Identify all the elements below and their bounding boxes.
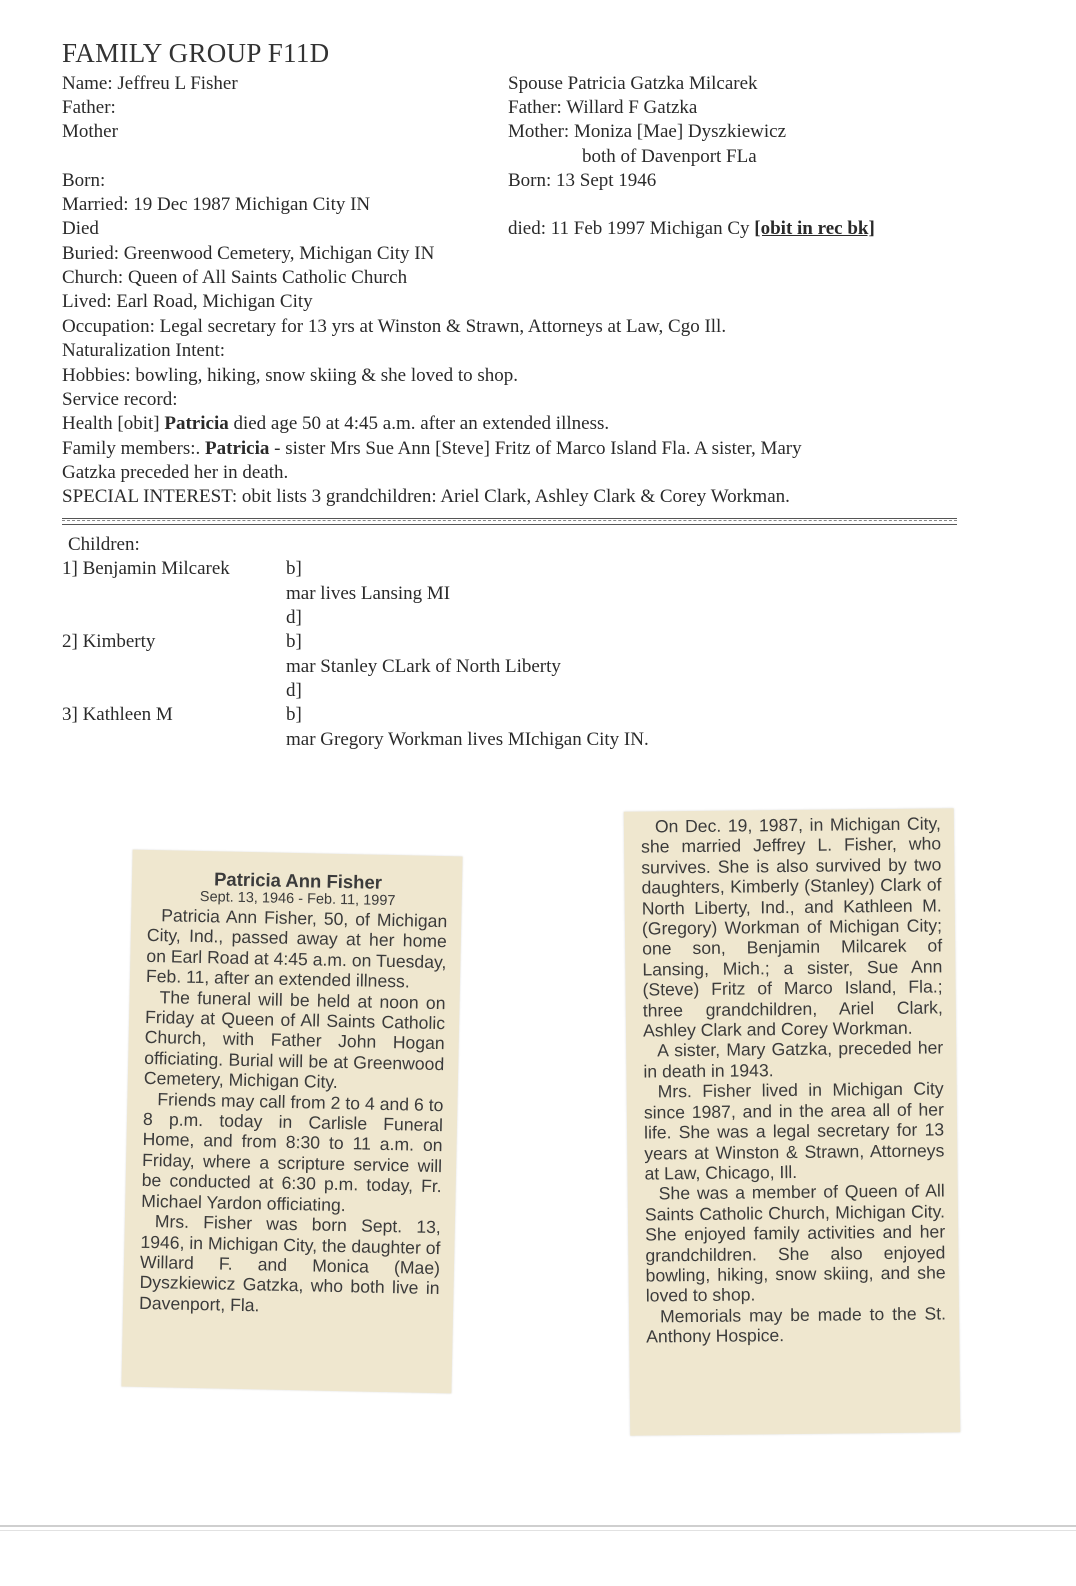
father-line: Father:: [62, 97, 116, 118]
health-label: Health [obit]: [62, 413, 165, 434]
family-name: Patricia: [205, 438, 270, 459]
spouse-born-line: Born: 13 Sept 1946: [508, 170, 657, 191]
spouse-mother-note: both of Davenport FLa: [582, 146, 757, 167]
obituary-clipping-right: [624, 808, 961, 1435]
special-interest-line: SPECIAL INTEREST: obit lists 3 grandchildren: Ariel Clark, Ashley Clark & Corey Workman.: [62, 486, 790, 507]
died-line: Died: [62, 218, 99, 239]
mother-line: Mother: [62, 121, 118, 142]
obituary-paragraph: Patricia Ann Fisher, 50, of Michigan City, Ind., passed away at her home on Earl Road at 4:45 a.m. on Tuesday, Feb. 11, after an extended illness.: [145, 905, 448, 992]
obit-reference: [obit in rec bk]: [754, 218, 875, 239]
church-line: Church: Queen of All Saints Catholic Church: [62, 267, 408, 288]
service-line: Service record:: [62, 389, 178, 410]
obituary-clipping-left: [121, 850, 462, 1394]
child-1-died: d]: [286, 607, 302, 628]
occupation-line: Occupation: Legal secretary for 13 yrs at Winston & Strawn, Attorneys at Law, Cgo Ill.: [62, 316, 727, 337]
page-title: FAMILY GROUP F11D: [62, 38, 330, 68]
spouse-mother-line: Mother: Moniza [Mae] Dyszkiewicz: [508, 121, 787, 142]
obituary-paragraph: She was a member of Queen of All Saints Catholic Church, Michigan City. She enjoyed family activities and her grandchildren. She also enjoyed bowling, hiking, snow skiing, and she loved to shop.: [644, 1180, 946, 1306]
child-3-born: b]: [286, 704, 302, 725]
health-line: [62, 412, 609, 436]
child-2-born: b]: [286, 631, 302, 652]
spouse-died-text: died: 11 Feb 1997 Michigan Cy: [508, 218, 755, 239]
family-line: [62, 437, 802, 461]
obituary-paragraph: The funeral will be held at noon on Friday at Queen of All Saints Catholic Church, with Father John Hogan officiating. Burial will be at Greenwood Cemetery, Michigan City.: [143, 986, 446, 1093]
scan-edge-line: [0, 1530, 1076, 1531]
name-line: Name: Jeffreu L Fisher: [62, 73, 238, 94]
obituary-paragraph: Mrs. Fisher lived in Michigan City since 1987, and in the area all of her life. She was a legal secretary for 13 years at Winston & Strawn, Attorneys at Law, Chicago, Ill.: [643, 1078, 945, 1184]
born-line: Born:: [62, 170, 106, 191]
child-2-married: mar Stanley CLark of North Liberty: [286, 656, 561, 677]
obituary-paragraph: A sister, Mary Gatzka, preceded her in death in 1943.: [643, 1037, 944, 1082]
health-text: died age 50 at 4:45 a.m. after an extended illness.: [228, 413, 610, 434]
child-3-name: 3] Kathleen M: [62, 704, 173, 725]
obituary-paragraph: Friends may call from 2 to 4 and 6 to 8 p.m. today in Carlisle Funeral Home, and from 8:30 to 11 a.m. on Friday, where a scripture service will be conducted at 6:30 p.m. today, Fr. Michael Yardon officiating.: [141, 1088, 444, 1215]
child-2-died: d]: [286, 680, 302, 701]
hobbies-line: Hobbies: bowling, hiking, snow skiing & she loved to shop.: [62, 365, 518, 386]
family-line-2: Gatzka preceded her in death.: [62, 462, 289, 483]
obituary-paragraph: Mrs. Fisher was born Sept. 13, 1946, in Michigan City, the daughter of Willard F. and Monica (Mae) Dyszkiewicz Gatzka, who both live in Davenport, Fla.: [138, 1211, 442, 1316]
section-divider: [62, 518, 957, 525]
child-2-name: 2] Kimberty: [62, 631, 156, 652]
obituary-dates: Sept. 13, 1946 - Feb. 11, 1997: [199, 889, 396, 910]
child-1-married: mar lives Lansing MI: [286, 583, 451, 604]
spouse-died-line: [508, 217, 875, 241]
health-name: Patricia: [164, 413, 229, 434]
obituary-heading: Patricia Ann Fisher: [213, 868, 383, 893]
family-text: - sister Mrs Sue Ann [Steve] Fritz of Marco Island Fla. A sister, Mary: [269, 438, 802, 459]
child-1-born: b]: [286, 558, 302, 579]
spouse-line: Spouse Patricia Gatzka Milcarek: [508, 73, 758, 94]
children-heading: Children:: [68, 534, 140, 555]
lived-line: Lived: Earl Road, Michigan City: [62, 291, 313, 312]
obituary-paragraph: Memorials may be made to the St. Anthony Hospice.: [646, 1303, 947, 1347]
obituary-paragraph: On Dec. 19, 1987, in Michigan City, she married Jeffrey L. Fisher, who survives. She is also survived by two daughters, Kimberly (Stanley) Clark of North Liberty, Ind., and Kathleen M. (Gregory) Workman of Michigan City; one son, Benjamin Milcarek of Lansing, Mich.; a sister, Sue Ann (Steve) Fritz of Marco Island, Fla.; three grandchildren, Ariel Clark, Ashley Clark and Corey Workman.: [641, 813, 943, 1041]
married-line: Married: 19 Dec 1987 Michigan City IN: [62, 194, 371, 215]
family-label: Family members:.: [62, 438, 206, 459]
spouse-father-line: Father: Willard F Gatzka: [508, 97, 698, 118]
naturalization-line: Naturalization Intent:: [62, 340, 226, 361]
child-3-married: mar Gregory Workman lives MIchigan City IN.: [286, 729, 649, 750]
buried-line: Buried: Greenwood Cemetery, Michigan City IN: [62, 243, 435, 264]
scan-edge-line: [0, 1525, 1076, 1527]
child-1-name: 1] Benjamin Milcarek: [62, 558, 230, 579]
